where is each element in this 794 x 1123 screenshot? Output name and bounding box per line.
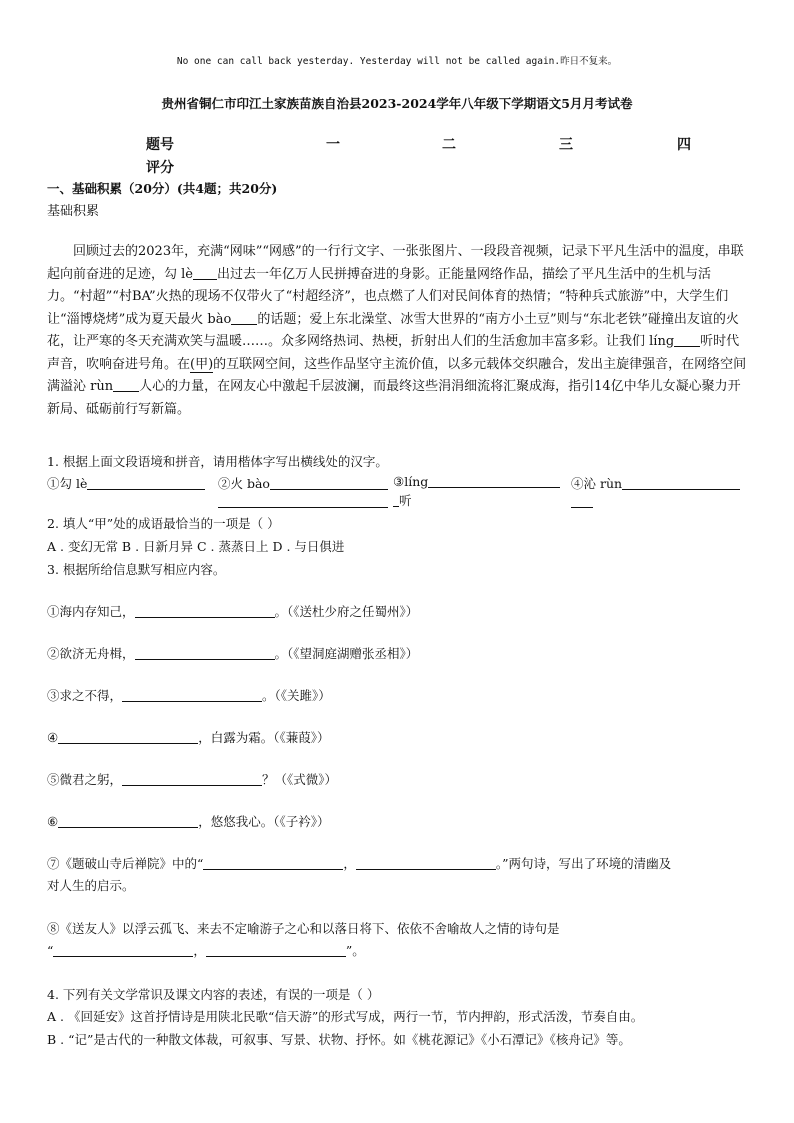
q3-answer-7b[interactable] <box>356 856 496 870</box>
score-row-label-question: 题号 <box>146 137 174 153</box>
q3-answer-1[interactable] <box>135 604 275 618</box>
q3-item-5: ⑤微君之躬， ？（《式微》） <box>47 772 338 787</box>
q1-item-3: ③líng <box>393 474 560 489</box>
q1-answer-2-extra-line <box>218 507 388 508</box>
section-subheading: 基础积累 <box>47 204 100 219</box>
q3-item-7-line2: 对人生的启示。 <box>47 878 135 893</box>
q3-item-2: ②欲济无舟楫， 。（《望洞庭湖赠张丞相》） <box>47 646 419 661</box>
exam-title: 贵州省铜仁市印江土家族苗族自治县2023-2024学年八年级下学期语文5月月考试卷 <box>161 96 633 111</box>
q3-answer-4[interactable] <box>58 730 198 744</box>
q3-stem: 3. 根据所给信息默写相应内容。 <box>47 562 226 577</box>
q4-option-a[interactable]: A . 《回延安》这首抒情诗是用陕北民歌“信天游”的形式写成，两行一节，节内押韵，形式活泼，节奏自由。 <box>47 1009 644 1024</box>
q3-item-6: ⑥ ，悠悠我心。（《子衿》） <box>47 814 330 829</box>
q3-item-1: ①海内存知己， 。（《送杜少府之任蜀州》） <box>47 604 419 619</box>
q1-item-4: ④沁 rùn <box>571 474 740 492</box>
q1-item-3-suffix: 听 <box>393 491 412 509</box>
q3-item-8-answer-line: “ ， ”。 <box>47 943 365 958</box>
q1-answer-2[interactable] <box>270 476 388 490</box>
q3-answer-8b[interactable] <box>206 943 346 957</box>
score-col-3: 三 <box>559 137 573 153</box>
score-col-1: 一 <box>326 137 340 153</box>
blank-4[interactable] <box>113 377 139 392</box>
q3-answer-6[interactable] <box>58 814 198 828</box>
q1-item-1: ①勾 lè <box>47 474 205 492</box>
q4-option-b[interactable]: B . “记”是古代的一种散文体裁，可叙事、写景、状物、抒怀。如《桃花源记》《小石潭记》《核舟记》等。 <box>47 1032 631 1047</box>
q3-item-8: ⑧《送友人》以浮云孤飞、来去不定喻游子之心和以落日将下、依依不舍喻故人之情的诗句是 <box>47 921 560 936</box>
score-col-2: 二 <box>442 137 456 153</box>
score-row-label-score: 评分 <box>146 160 174 176</box>
blank-3[interactable] <box>674 332 700 347</box>
blank-jia: (甲) <box>190 356 214 372</box>
q1-item-2: ②火 bào <box>218 474 388 492</box>
score-col-4: 四 <box>677 137 691 153</box>
q3-answer-5[interactable] <box>122 772 262 786</box>
q1-answer-4-extra-line <box>571 507 593 508</box>
q3-item-4: ④ ，白露为霜。（《蒹葭》） <box>47 730 330 745</box>
q1-answer-3[interactable] <box>428 474 560 488</box>
section-heading: 一、基础积累（20分）(共4题；共20分) <box>47 181 278 196</box>
blank-1[interactable] <box>193 265 217 280</box>
q1-answer-4[interactable] <box>622 476 740 490</box>
blank-2[interactable] <box>231 310 257 325</box>
q3-item-7: ⑦《题破山寺后禅院》中的“ ， 。”两句诗，写出了环境的清幽及 <box>47 856 672 871</box>
q3-answer-8a[interactable] <box>53 943 193 957</box>
passage: 回顾过去的2023年，充满“网味”“网感”的一行行文字、一张张图片、一段段音视频，记录下平凡生活中的温度，串联起向前奋进的足迹，勾 lè 出过去一年亿万人民拼搏奋进的身影。正能量网络作品，描绘了平凡生活中的生机与活力。“村超”“村BA”火热的现场不仅带火了“村超经济”，也点燃了人们对民间体育的热情；“特种兵式旅游”中，大学生们让“淄博烧烤”成为夏天最火 bào 的话题；爱上东北澡堂、冰雪大世界的“南方小土豆”则与“东北老铁”碰撞出友谊的火花，让严寒的冬天充满欢笑与温暖……。众多网络热词、热梗，折射出人们的生活愈加丰富多彩。让我们 líng 听时代声音，吹响奋进号角。在(甲)的互联网空间，这些作品坚守主流价值，以多元载体交织融合，发出主旋律强音，在网络空间满溢沁 rùn 人心的力量，在网友心中激起千层波澜，而最终这些涓涓细流将汇聚成海，指引14亿中华儿女凝心聚力开新局、砥砺前行写新篇。 <box>47 244 747 417</box>
q3-item-3: ③求之不得， 。（《关雎》） <box>47 688 331 703</box>
q3-answer-7a[interactable] <box>203 856 343 870</box>
motto: No one can call back yesterday. Yesterday will not be called again.昨日不复来。 <box>176 56 618 67</box>
q1-answer-1[interactable] <box>87 476 205 490</box>
q2-options[interactable]: A . 变幻无常 B . 日新月异 C . 蒸蒸日上 D . 与日俱进 <box>47 539 345 554</box>
q3-answer-2[interactable] <box>135 646 275 660</box>
q2-stem: 2. 填人“甲”处的成语最恰当的一项是（ ） <box>47 516 280 531</box>
q3-answer-3[interactable] <box>122 688 262 702</box>
q1-stem: 1. 根据上面文段语境和拼音，请用楷体字写出横线处的汉字。 <box>47 454 388 469</box>
q4-stem: 4. 下列有关文学常识及课文内容的表述，有误的一项是（ ） <box>47 987 380 1002</box>
